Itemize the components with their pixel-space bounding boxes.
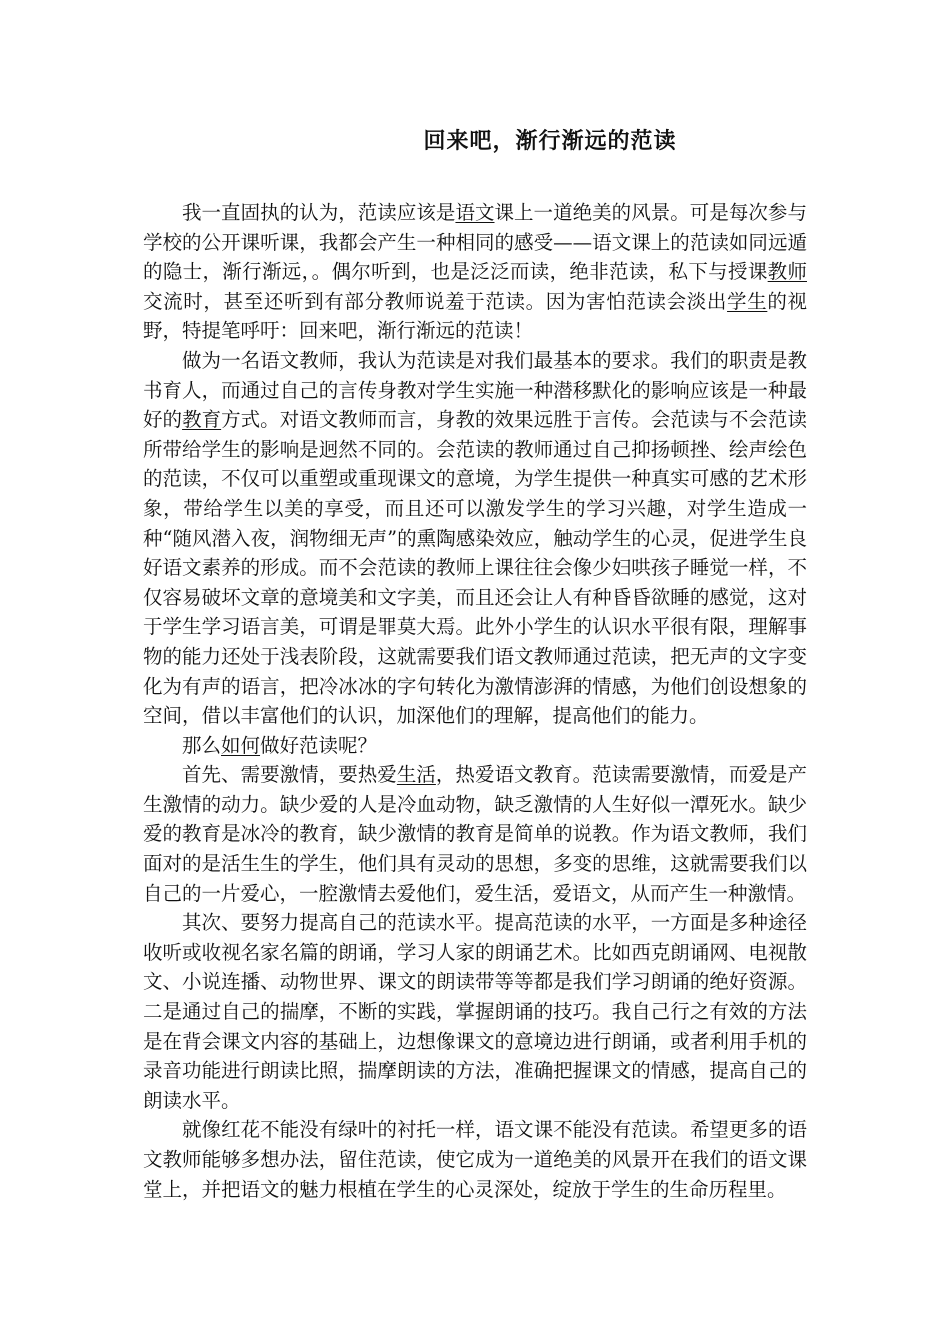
paragraph-text: 方式。对语文教师而言，身教的效果远胜于言传。会范读与不会范读所带给学生的影响是迥然不同的。会范读的教师通过自己抑扬顿挫、绘声绘色的范读，不仅可以重塑或重现课文的意境，为学生提供一种真实可感的艺术形象，带给学生以美的享受，而且还可以激发学生的学习兴趣，对学生造成一种“随风潜入夜，润物细无声”的熏陶感染效应，触动学生的心灵，促进学生良好语文素养的形成。而不会范读的教师上课往往会像少妇哄孩子睡觉一样，不仅容易破坏文章的意境美和文字美，而且还会让人有种昏昏欲睡的感觉，这对于学生学习语言美，可谓是罪莫大焉。此外小学生的认识水平很有限，理解事物的能力还处于浅表阶段，这就需要我们语文教师通过范读，把无声的文字变化为有声的语言，把冷冰冰的字句转化为激情澎湃的情感，为他们创设想象的空间，借以丰富他们的认识，加深他们的理解，提高他们的能力。	[143, 408, 807, 728]
paragraph	[143, 1115, 807, 1204]
paragraph	[143, 731, 807, 761]
paragraph-text: ，热爱语文教育。范读需要激情，而爱是产生激情的动力。缺少爱的人是冷血动物，缺乏激情的人生好似一潭死水。缺少爱的教育是冰冷的教育，缺少激情的教育是简单的说教。作为语文教师，我们面对的是活生生的学生，他们具有灵动的思想，多变的思维，这就需要我们以自己的一片爱心，一腔激情去爱他们，爱生活，爱语文，从而产生一种激情。	[143, 763, 807, 905]
underlined-term: 语文	[455, 201, 495, 224]
paragraph-text: 交流时，甚至还听到有部分教师说羞于范读。因为害怕范读会淡出	[143, 289, 728, 313]
paragraph	[143, 908, 807, 1115]
underlined-term: 教育	[182, 408, 222, 432]
paragraph-text: 其次、要努力提高自己的范读水平。提高范读的水平，一方面是多种途径收听或收视名家名篇的朗诵，学习人家的朗诵艺术。比如西克朗诵网、电视散文、小说连播、动物世界、课文的朗读带等等都是我们学习朗诵的绝好资源。二是通过自己的揣摩，不断的实践，掌握朗诵的技巧。我自己行之有效的方法是在背会课文内容的基础上，边想像课文的意境边进行朗诵，或者利用手机的录音功能进行朗读比照，揣摩朗读的方法，准确把握课文的情感，提高自己的朗读水平。	[143, 911, 807, 1112]
paragraph-text: 做为一名语文教师，我认为范读是对我们最基本的要求。我们的职责是教书育人，而通过自己的言传身教对学生实施一种潜移默化的影响应该是一种最好的	[143, 348, 807, 432]
document-body	[143, 198, 807, 1204]
underlined-term: 教师	[767, 260, 807, 284]
paragraph-text: 那么	[182, 733, 222, 757]
paragraph	[143, 346, 807, 731]
paragraph-text: 做好范读呢？	[260, 733, 378, 757]
paragraph-text: 课上一道绝美的风景。可是每次参与学校的公开课听课，我都会产生一种相同的感受——语文课上的范读如同远遁的隐士，渐行渐远，。偶尔听到，也是泛泛而读，绝非范读，私下与授课	[143, 201, 807, 284]
underlined-term: 生活	[396, 763, 436, 787]
underlined-term: 如何	[221, 733, 261, 757]
paragraph-text: 的视野，特提笔呼吁：回来吧，渐行渐远的范读！	[143, 289, 807, 343]
paragraph-text: 首先、需要激情，要热爱	[182, 763, 397, 787]
paragraph	[143, 760, 807, 908]
underlined-term: 学生	[727, 289, 768, 313]
paragraph	[143, 198, 807, 346]
paragraph-text: 我一直固执的认为，范读应该是	[182, 201, 456, 224]
document-title: 回来吧，渐行渐远的范读	[423, 129, 677, 154]
paragraph-text: 就像红花不能没有绿叶的衬托一样，语文课不能没有范读。希望更多的语文教师能够多想办法，留住范读，使它成为一道绝美的风景开在我们的语文课堂上，并把语文的魅力根植在学生的心灵深处，绽放于学生的生命历程里。	[143, 1118, 807, 1201]
